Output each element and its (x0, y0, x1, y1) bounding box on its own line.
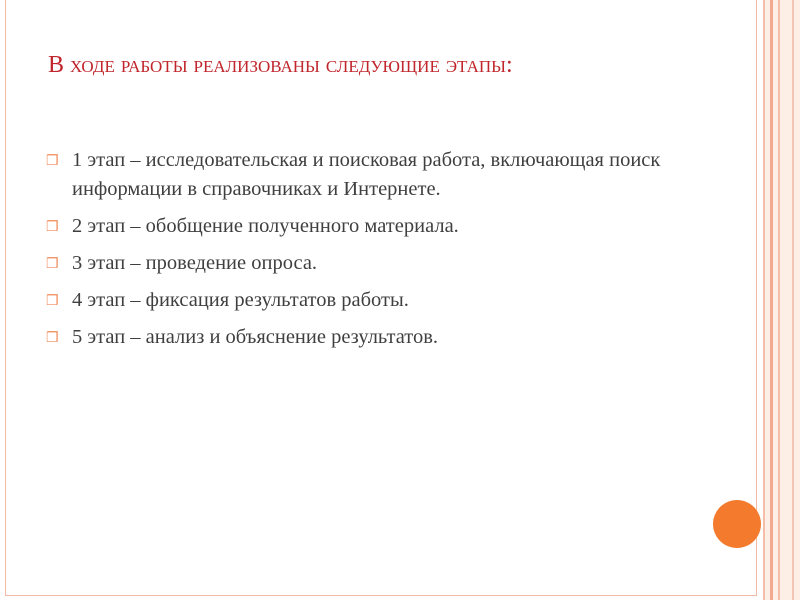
list-item (46, 323, 696, 352)
bullet-icon: ❒ (46, 220, 59, 235)
bullet-list (46, 146, 696, 360)
list-item (46, 146, 696, 204)
bullet-icon: ❒ (46, 154, 59, 169)
bullet-icon: ❒ (46, 331, 59, 346)
list-item (46, 286, 696, 315)
list-item-text: 4 этап – фиксация результатов работы. (72, 289, 409, 311)
list-item-text: 1 этап – исследовательская и поисковая работа, включающая поиск информации в справочниках и Интернете. (72, 149, 661, 200)
decorative-stripe (770, 0, 773, 600)
decorative-circle-icon (713, 500, 761, 548)
list-item (46, 249, 696, 278)
decorative-stripe (792, 0, 794, 600)
list-item-text: 2 этап – обобщение полученного материала. (72, 215, 459, 237)
bullet-icon: ❒ (46, 257, 59, 272)
slide-title: В ходе работы реализованы следующие этапы: (48, 52, 513, 78)
bullet-icon: ❒ (46, 294, 59, 309)
list-item (46, 212, 696, 241)
list-item-text: 5 этап – анализ и объяснение результатов. (72, 326, 439, 348)
decorative-stripe (763, 0, 765, 600)
decorative-stripe (778, 0, 780, 600)
list-item-text: 3 этап – проведение опроса. (72, 252, 318, 274)
